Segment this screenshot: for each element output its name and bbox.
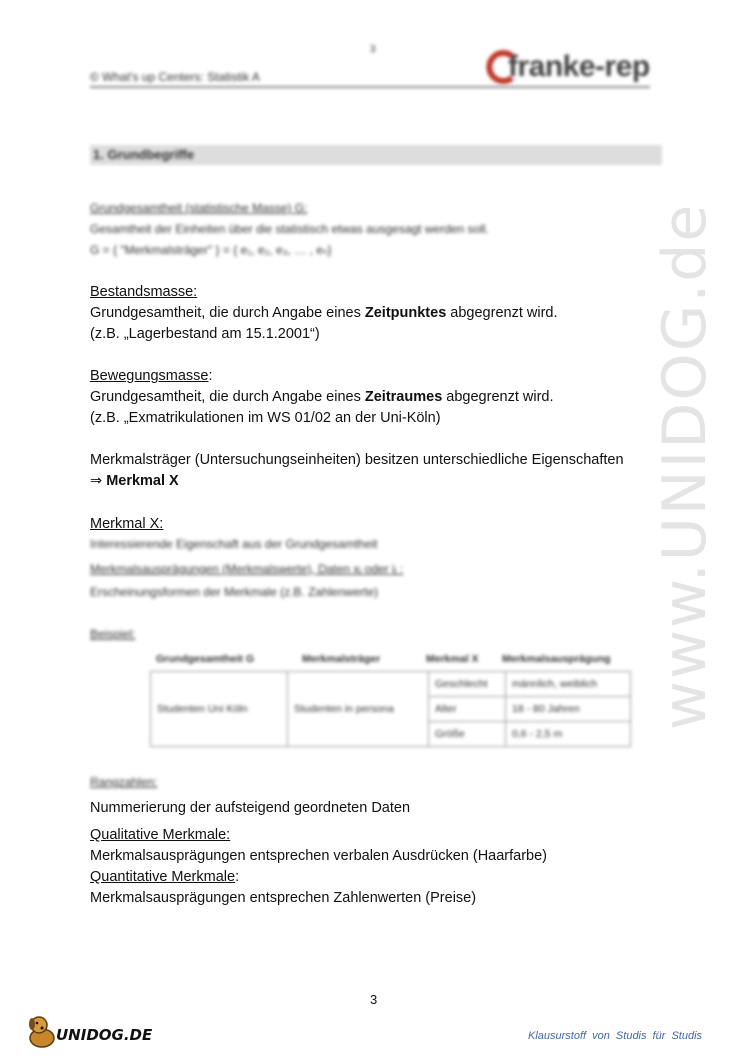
qualitative-heading: Qualitative Merkmale:: [90, 827, 231, 843]
footer-tagline: Klausurstoff von Studis für Studis: [528, 1030, 703, 1042]
watermark: www.UNIDOG.de: [650, 202, 720, 730]
table-cell-merkmal: Alter: [429, 697, 506, 722]
quantitative-heading: Quantitative Merkmale:: [90, 869, 240, 885]
beispiel-col-header-4: Merkmalsausprägung: [502, 653, 611, 665]
bewegungsmasse-line2: (z.B. „Exmatrikulationen im WS 01/02 an der Uni-Köln): [90, 410, 441, 426]
page-number: 3: [370, 992, 378, 1007]
table-cell-merkmalstraeger: Studenten in persona: [288, 672, 429, 747]
beispiel-heading: Beispiel:: [90, 627, 136, 641]
rangzahlen-heading: Rangzahlen:: [90, 775, 158, 789]
unidog-logo-text: UNIDOG.DE: [56, 1026, 153, 1044]
beispiel-col-header-2: Merkmalsträger: [302, 653, 381, 665]
table-cell-merkmal: Größe: [429, 722, 506, 747]
merkmalstraeger-line2: ⇒ Merkmal X: [90, 473, 179, 489]
bestandsmasse-line2: (z.B. „Lagerbestand am 15.1.2001“): [90, 326, 320, 342]
beispiel-col-header-1: Grundgesamtheit G: [156, 653, 255, 665]
table-cell-auspraegung: 0,6 - 2,5 m: [506, 722, 631, 747]
merkmalstraeger-line1: Merkmalsträger (Untersuchungseinheiten) besitzen unterschiedliche Eigenschaften: [90, 452, 624, 468]
bestandsmasse-heading: Bestandsmasse:: [90, 284, 198, 300]
rangzahlen-line1: Nummerierung der aufsteigend geordneten Daten: [90, 800, 411, 816]
merkmal-x-heading: Merkmal X:: [90, 516, 164, 532]
unidog-logo: [22, 1012, 152, 1052]
grundgesamtheit-heading: Grundgesamtheit (statistische Masse) G:: [90, 201, 308, 215]
franke-rep-logo: [482, 48, 662, 88]
beispiel-table: [150, 671, 631, 747]
merkmal-x-line3: Erscheinungsformen der Merkmale (z.B. Zahlenwerte): [90, 585, 379, 599]
table-row: [151, 672, 631, 697]
qualitative-line1: Merkmalsausprägungen entsprechen verbalen Ausdrücken (Haarfarbe): [90, 848, 548, 864]
table-cell-merkmal: Geschlecht: [429, 672, 506, 697]
grundgesamtheit-line2: G = { "Merkmalsträger" } = { e₁, e₂, e₃, … , eₙ}: [90, 243, 332, 257]
merkmal-x-line1: Interessierende Eigenschaft aus der Grundgesamtheit: [90, 537, 378, 551]
header-page-number: 3: [370, 44, 376, 55]
table-cell-grundgesamtheit: Studenten Uni Köln: [151, 672, 288, 747]
quantitative-line1: Merkmalsausprägungen entsprechen Zahlenwerten (Preise): [90, 890, 477, 906]
logo-text: franke-rep: [508, 50, 650, 83]
bewegungsmasse-line1: Grundgesamtheit, die durch Angabe eines Zeitraumes abgegrenzt wird.: [90, 389, 554, 405]
bewegungsmasse-heading: Bewegungsmasse:: [90, 368, 213, 384]
grundgesamtheit-line1: Gesamtheit der Einheiten über die statistisch etwas ausgesagt werden soll.: [90, 222, 489, 236]
merkmal-x-line2: Merkmalsausprägungen (Merkmalswerte), Daten xᵢ oder iᵢ :: [90, 562, 404, 576]
table-cell-auspraegung: männlich, weiblich: [506, 672, 631, 697]
beispiel-col-header-3: Merkmal X: [426, 653, 479, 665]
bestandsmasse-line1: Grundgesamtheit, die durch Angabe eines Zeitpunktes abgegrenzt wird.: [90, 305, 558, 321]
table-cell-auspraegung: 18 - 80 Jahren: [506, 697, 631, 722]
header-left-text: © What's up Centers: Statistik A: [90, 70, 260, 84]
section-title: 1. Grundbegriffe: [93, 147, 195, 162]
